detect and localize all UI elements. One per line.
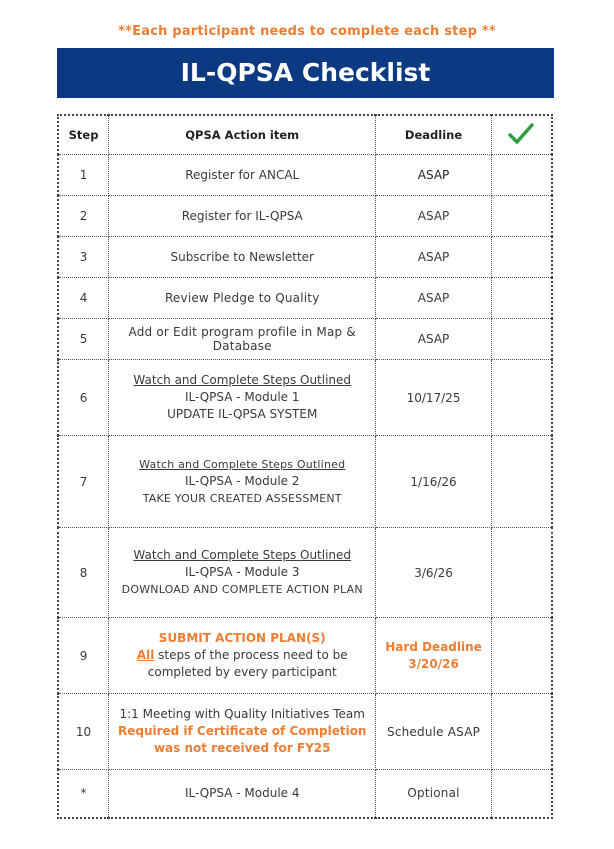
deadline-label: Hard Deadline (385, 639, 482, 654)
action-item (109, 618, 376, 694)
table-row (58, 694, 552, 770)
deadline: ASAP (376, 319, 491, 360)
check-cell[interactable] (491, 319, 552, 360)
action-item (109, 436, 376, 528)
action-task: DOWNLOAD AND COMPLETE ACTION PLAN (121, 583, 363, 596)
action-module: IL-QPSA - Module 3 (184, 565, 300, 579)
table-row (58, 319, 552, 360)
step-number: 4 (58, 278, 109, 319)
action-item (109, 694, 376, 770)
deadline: 10/17/25 (376, 360, 491, 436)
check-cell[interactable] (491, 360, 552, 436)
step-number: 8 (58, 528, 109, 618)
step-number: 6 (58, 360, 109, 436)
action-item (109, 528, 376, 618)
deadline: 3/6/26 (376, 528, 491, 618)
step-number: 1 (58, 155, 109, 196)
action-requirement: Required if Certificate of Completion (117, 724, 367, 738)
deadline: 1/16/26 (376, 436, 491, 528)
action-text: steps of the process need to be (154, 648, 348, 662)
deadline: ASAP (376, 196, 491, 237)
header-action: QPSA Action item (109, 115, 376, 155)
table-header-row (58, 115, 552, 155)
action-text-continued: completed by every participant (147, 665, 337, 679)
check-cell[interactable] (491, 528, 552, 618)
step-number: * (58, 770, 109, 818)
action-heading: 1:1 Meeting with Quality Initiatives Team (119, 707, 365, 721)
header-deadline: Deadline (376, 115, 491, 155)
action-heading: Watch and Complete Steps Outlined (133, 548, 352, 562)
checklist-table (57, 114, 553, 819)
action-item: Register for ANCAL (109, 155, 376, 196)
table-row (58, 770, 552, 818)
table-row (58, 278, 552, 319)
step-number: 2 (58, 196, 109, 237)
table-row (58, 618, 552, 694)
check-cell[interactable] (491, 196, 552, 237)
deadline: ASAP (376, 278, 491, 319)
step-number: 10 (58, 694, 109, 770)
check-cell[interactable] (491, 694, 552, 770)
action-item: IL-QPSA - Module 4 (109, 770, 376, 818)
action-item: Review Pledge to Quality (109, 278, 376, 319)
table-row (58, 360, 552, 436)
deadline (376, 618, 491, 694)
header-check (491, 115, 552, 155)
action-task: TAKE YOUR CREATED ASSESSMENT (142, 492, 342, 505)
participant-notice: **Each participant needs to complete each step ** (118, 24, 496, 39)
action-item: Subscribe to Newsletter (109, 237, 376, 278)
table-row (58, 528, 552, 618)
check-cell[interactable] (491, 155, 552, 196)
page-title: IL-QPSA Checklist (57, 48, 554, 98)
action-requirement-continued: was not received for FY25 (153, 741, 331, 755)
action-module: IL-QPSA - Module 1 (184, 390, 300, 404)
action-item (109, 360, 376, 436)
check-cell[interactable] (491, 436, 552, 528)
action-task: UPDATE IL-QPSA SYSTEM (167, 407, 318, 421)
table-row (58, 237, 552, 278)
action-heading: Watch and Complete Steps Outlined (133, 373, 352, 387)
header-step: Step (58, 115, 109, 155)
deadline: ASAP (376, 237, 491, 278)
step-number: 3 (58, 237, 109, 278)
action-item: Register for IL-QPSA (109, 196, 376, 237)
step-number: 5 (58, 319, 109, 360)
table-row (58, 436, 552, 528)
check-cell[interactable] (491, 237, 552, 278)
check-cell[interactable] (491, 770, 552, 818)
action-heading: Watch and Complete Steps Outlined (139, 458, 346, 471)
deadline: Schedule ASAP (376, 694, 491, 770)
action-heading: SUBMIT ACTION PLAN(S) (158, 631, 326, 645)
action-item: Add or Edit program profile in Map & Database (109, 319, 376, 360)
check-cell[interactable] (491, 618, 552, 694)
deadline: Optional (376, 770, 491, 818)
deadline: ASAP (376, 155, 491, 196)
deadline-date: 3/20/26 (408, 656, 459, 671)
step-number: 7 (58, 436, 109, 528)
check-cell[interactable] (491, 278, 552, 319)
table-row (58, 155, 552, 196)
action-module: IL-QPSA - Module 2 (184, 474, 300, 488)
checkmark-icon (507, 122, 535, 149)
step-number: 9 (58, 618, 109, 694)
action-emphasis: All (136, 648, 155, 662)
table-row (58, 196, 552, 237)
